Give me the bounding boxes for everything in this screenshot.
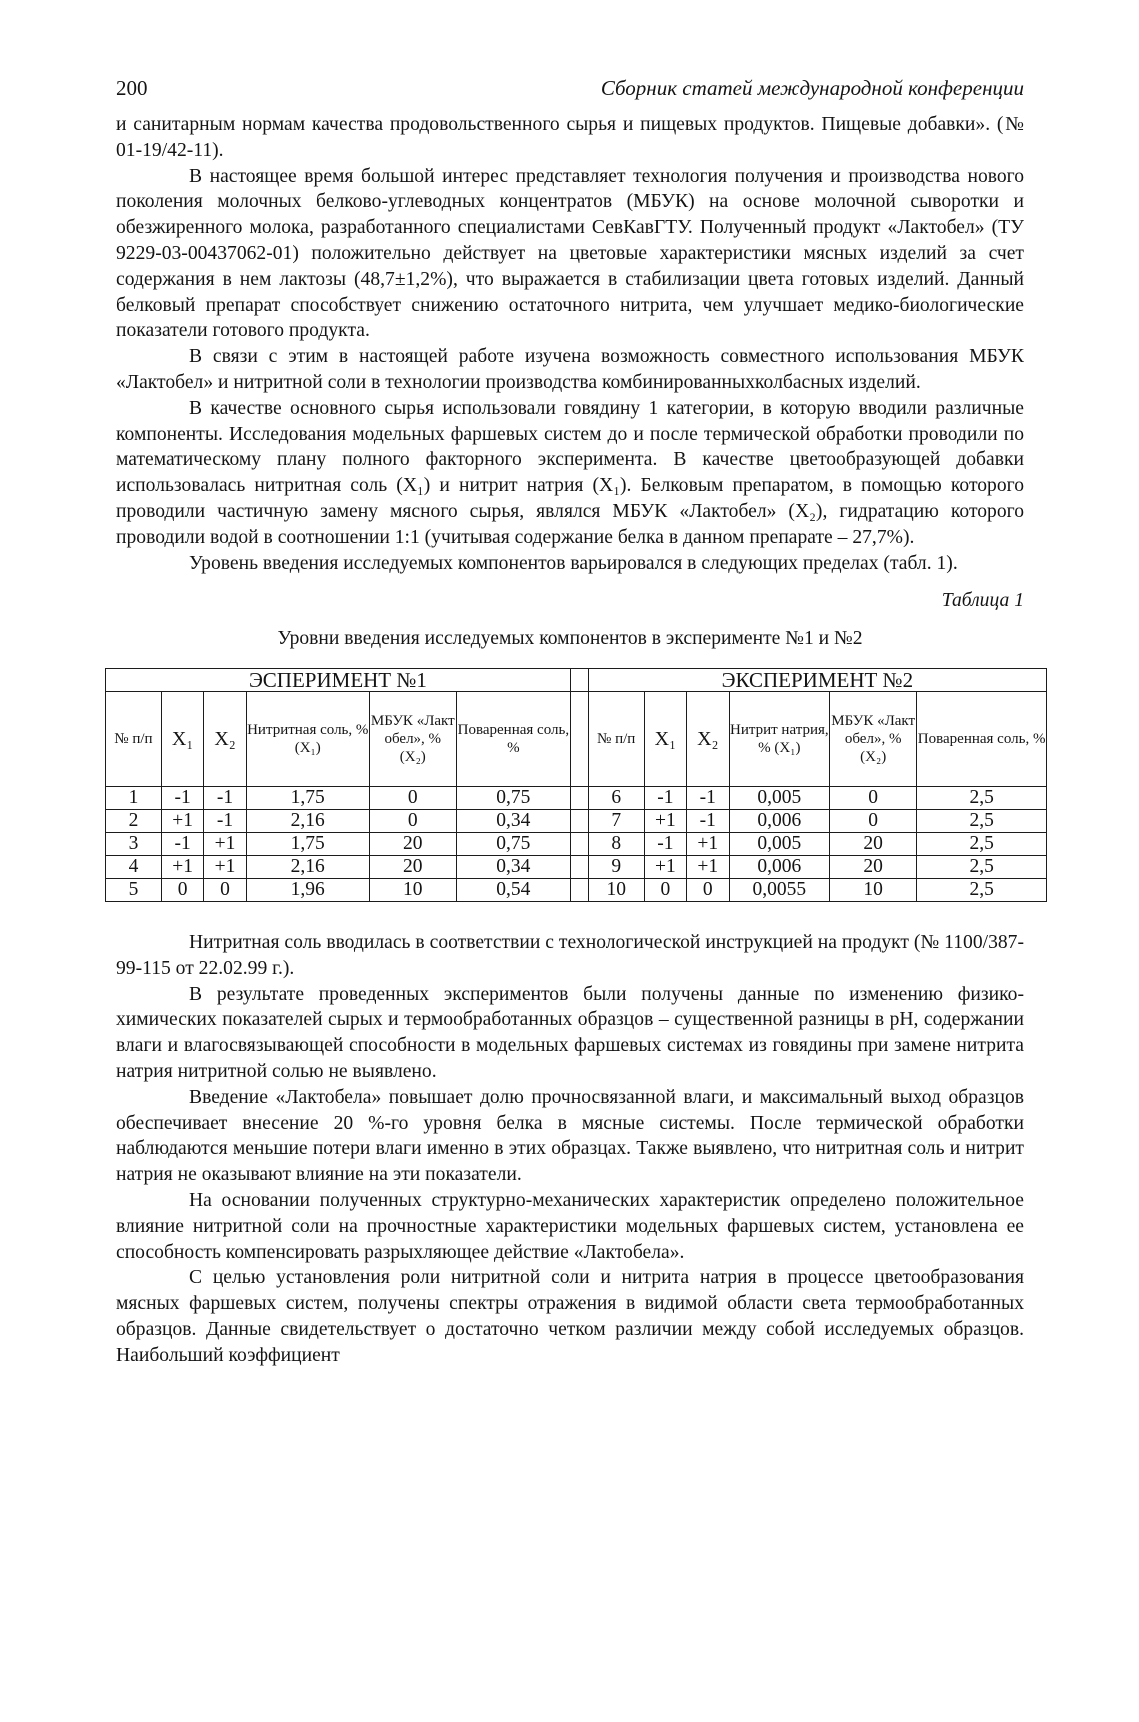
mbuk-value-exp2: 20 — [830, 832, 917, 855]
table-row — [106, 786, 1047, 809]
paragraph: В настоящее время большой интерес представляет технология получения и производства нового поколения молочных белково-углеводных концентратов (МБУК) на основе молочной сыворотки и обезжиренного молока, разработанного специалистами СевКавГТУ. Полученный продукт «Лактобел» (ТУ 9229-03-00437062-01) положительно действует на цветовые характеристики мясных изделий за счет содержания в нем лактозы (48,7±1,2%), что выражается в стабилизации цвета готовых изделий. Данный белковый препарат способствует снижению остаточного нитрита, чем улучшает медико-биологические показатели готового продукта. — [116, 165, 1024, 342]
table-row — [106, 809, 1047, 832]
paragraph: Нитритная соль вводилась в соответствии с технологической инструкцией на продукт (№ 1100/387-99-115 от 22.02.99 г.). — [116, 931, 1024, 979]
paragraph: В результате проведенных экспериментов были получены данные по изменению физико-химических показателей сырых и термообработанных образцов – существенной разницы в pH, содержании влаги и влагосвязывающей способности в модельных фаршевых системах из говядины при замене нитрита натрия нитритной солью не выявлено. — [116, 983, 1024, 1082]
row-number-exp2: 8 — [588, 832, 644, 855]
text-before-table — [116, 112, 1024, 576]
mbuk-value-exp2: 20 — [830, 855, 917, 878]
table-group-row — [106, 668, 1047, 691]
row-number-exp1: 5 — [106, 878, 162, 901]
salt-value-exp2: 2,5 — [917, 855, 1047, 878]
x1-level-exp1: +1 — [161, 809, 203, 832]
row-number-exp1: 4 — [106, 855, 162, 878]
table-caption: Уровни введения исследуемых компонентов в эксперименте №1 и №2 — [277, 628, 863, 650]
x1-level-exp2: +1 — [644, 809, 686, 832]
row-number-exp2: 10 — [588, 878, 644, 901]
mbuk-value-exp1: 20 — [369, 855, 456, 878]
x2-level-exp1: 0 — [204, 878, 246, 901]
page — [114, 76, 1046, 1369]
table-header-row — [106, 691, 1047, 786]
row-number-exp2: 9 — [588, 855, 644, 878]
x1-level-exp1: +1 — [161, 855, 203, 878]
salt-value-exp1: 0,75 — [456, 832, 570, 855]
nitrite-value-exp1: 2,16 — [246, 855, 369, 878]
nitrite-value-exp1: 2,16 — [246, 809, 369, 832]
x2-level-exp2: -1 — [687, 786, 729, 809]
table-gap — [570, 786, 588, 809]
paragraph: Введение «Лактобела» повышает долю прочносвязанной влаги, и максимальный выход образцов обеспечивает внесение 20 %-го уровня белка в мясные системы. После термической обработки наблюдаются меньшие потери влаги именно в этих образцах. Также выявлено, что нитритная соль и нитрит натрия не оказывают влияние на эти показатели. — [116, 1086, 1024, 1186]
levels-table — [105, 668, 1047, 902]
table-gap — [570, 809, 588, 832]
header-x2-1: X₂ — [204, 691, 246, 786]
nitrite-value-exp2: 0,005 — [729, 832, 830, 855]
group-experiment-1: ЭСПЕРИМЕНТ №1 — [106, 668, 571, 691]
group-experiment-2: ЭКСПЕРИМЕНТ №2 — [588, 668, 1046, 691]
salt-value-exp2: 2,5 — [917, 809, 1047, 832]
header-x2-2: X₂ — [687, 691, 729, 786]
table-row — [106, 832, 1047, 855]
nitrite-value-exp2: 0,005 — [729, 786, 830, 809]
x2-level-exp2: 0 — [687, 878, 729, 901]
nitrite-value-exp1: 1,75 — [246, 786, 369, 809]
table-label: Таблица 1 — [941, 590, 1024, 612]
salt-value-exp2: 2,5 — [917, 878, 1047, 901]
header-nitrite-salt: Нитритная соль, % (X₁) — [246, 691, 369, 786]
header-x1-2: X₁ — [644, 691, 686, 786]
nitrite-value-exp1: 1,75 — [246, 832, 369, 855]
paragraph: На основании полученных структурно-механических характеристик определено положительное влияние нитритной соли на прочностные характеристики модельных фаршевых систем, установлена ее способность компенсировать разрыхляющее действие «Лактобела». — [116, 1189, 1024, 1263]
mbuk-value-exp2: 0 — [830, 809, 917, 832]
salt-value-exp1: 0,54 — [456, 878, 570, 901]
row-number-exp1: 2 — [106, 809, 162, 832]
x2-level-exp1: -1 — [204, 786, 246, 809]
salt-value-exp1: 0,34 — [456, 855, 570, 878]
page-number: 200 — [116, 76, 148, 100]
header-salt-1: Поваренная соль, % — [456, 691, 570, 786]
header-mbuk-1: МБУК «Лакт обел», % (X₂) — [369, 691, 456, 786]
nitrite-value-exp2: 0,006 — [729, 809, 830, 832]
table-body — [106, 786, 1047, 901]
header-sodium-nitrite: Нитрит натрия, % (X₁) — [729, 691, 830, 786]
row-number-exp2: 6 — [588, 786, 644, 809]
x1-level-exp2: +1 — [644, 855, 686, 878]
nitrite-value-exp2: 0,0055 — [729, 878, 830, 901]
header-mbuk-2: МБУК «Лакт обел», % (X₂) — [830, 691, 917, 786]
mbuk-value-exp1: 20 — [369, 832, 456, 855]
x1-level-exp2: 0 — [644, 878, 686, 901]
text-after-table — [116, 930, 1024, 1369]
salt-value-exp1: 0,34 — [456, 809, 570, 832]
header-n-2: № п/п — [588, 691, 644, 786]
paragraph: В связи с этим в настоящей работе изучена возможность совместного использования МБУК «Лактобел» и нитритной соли в технологии производства комбинированныхколбасных изделий. — [116, 346, 1024, 393]
salt-value-exp2: 2,5 — [917, 786, 1047, 809]
paragraph: Уровень введения исследуемых компонентов варьировался в следующих пределах (табл. 1). — [189, 552, 958, 574]
table-gap — [570, 832, 588, 855]
x1-level-exp1: -1 — [161, 832, 203, 855]
nitrite-value-exp1: 1,96 — [246, 878, 369, 901]
mbuk-value-exp2: 0 — [830, 786, 917, 809]
nitrite-value-exp2: 0,006 — [729, 855, 830, 878]
x2-level-exp2: -1 — [687, 809, 729, 832]
table-gap — [570, 668, 588, 691]
x1-level-exp1: 0 — [161, 878, 203, 901]
header-x1-1: X₁ — [161, 691, 203, 786]
paragraph: В качестве основного сырья использовали говядину 1 категории, в которую вводили различные компоненты. Исследования модельных фаршевых систем до и после термической обработки проводили по математическому плану полного факторного эксперимента. В качестве цветообразующей добавки использовалась нитритная соль (X₁) и нитрит натрия (X₁). Белковым препаратом, в помощью которого проводили частичную замену мясного сырья, являлся МБУК «Лактобел» (X₂), гидратацию которого проводили водой в соотношении 1:1 (учитывая содержание белка в данном препарате – 27,7%). — [116, 397, 1024, 548]
paragraph: С целью установления роли нитритной соли и нитрита натрия в процессе цветообразования мясных фаршевых систем, получены спектры отражения в видимой области света термообработанных образцов. Данные свидетельствует о достаточно четком различии между собой исследуемых образцов. Наибольший коэффициент — [116, 1267, 1024, 1366]
header-n-1: № п/п — [106, 691, 162, 786]
x2-level-exp2: +1 — [687, 855, 729, 878]
row-number-exp1: 1 — [106, 786, 162, 809]
journal-title: Сборник статей международной конференции — [600, 76, 1024, 100]
mbuk-value-exp1: 0 — [369, 809, 456, 832]
x2-level-exp1: -1 — [204, 809, 246, 832]
mbuk-value-exp2: 10 — [830, 878, 917, 901]
table-gap — [570, 878, 588, 901]
row-number-exp2: 7 — [588, 809, 644, 832]
table-row — [106, 855, 1047, 878]
x2-level-exp2: +1 — [687, 832, 729, 855]
x1-level-exp2: -1 — [644, 786, 686, 809]
paragraph: и санитарным нормам качества продовольственного сырья и пищевых продуктов. Пищевые добавки». (№ 01-19/42-11). — [116, 114, 1024, 161]
x2-level-exp1: +1 — [204, 832, 246, 855]
header-salt-2: Поваренная соль, % — [917, 691, 1047, 786]
table-gap — [570, 691, 588, 786]
mbuk-value-exp1: 0 — [369, 786, 456, 809]
salt-value-exp2: 2,5 — [917, 832, 1047, 855]
row-number-exp1: 3 — [106, 832, 162, 855]
mbuk-value-exp1: 10 — [369, 878, 456, 901]
running-head — [116, 76, 1024, 112]
x1-level-exp1: -1 — [161, 786, 203, 809]
x2-level-exp1: +1 — [204, 855, 246, 878]
table-gap — [570, 855, 588, 878]
x1-level-exp2: -1 — [644, 832, 686, 855]
salt-value-exp1: 0,75 — [456, 786, 570, 809]
table-row — [106, 878, 1047, 901]
